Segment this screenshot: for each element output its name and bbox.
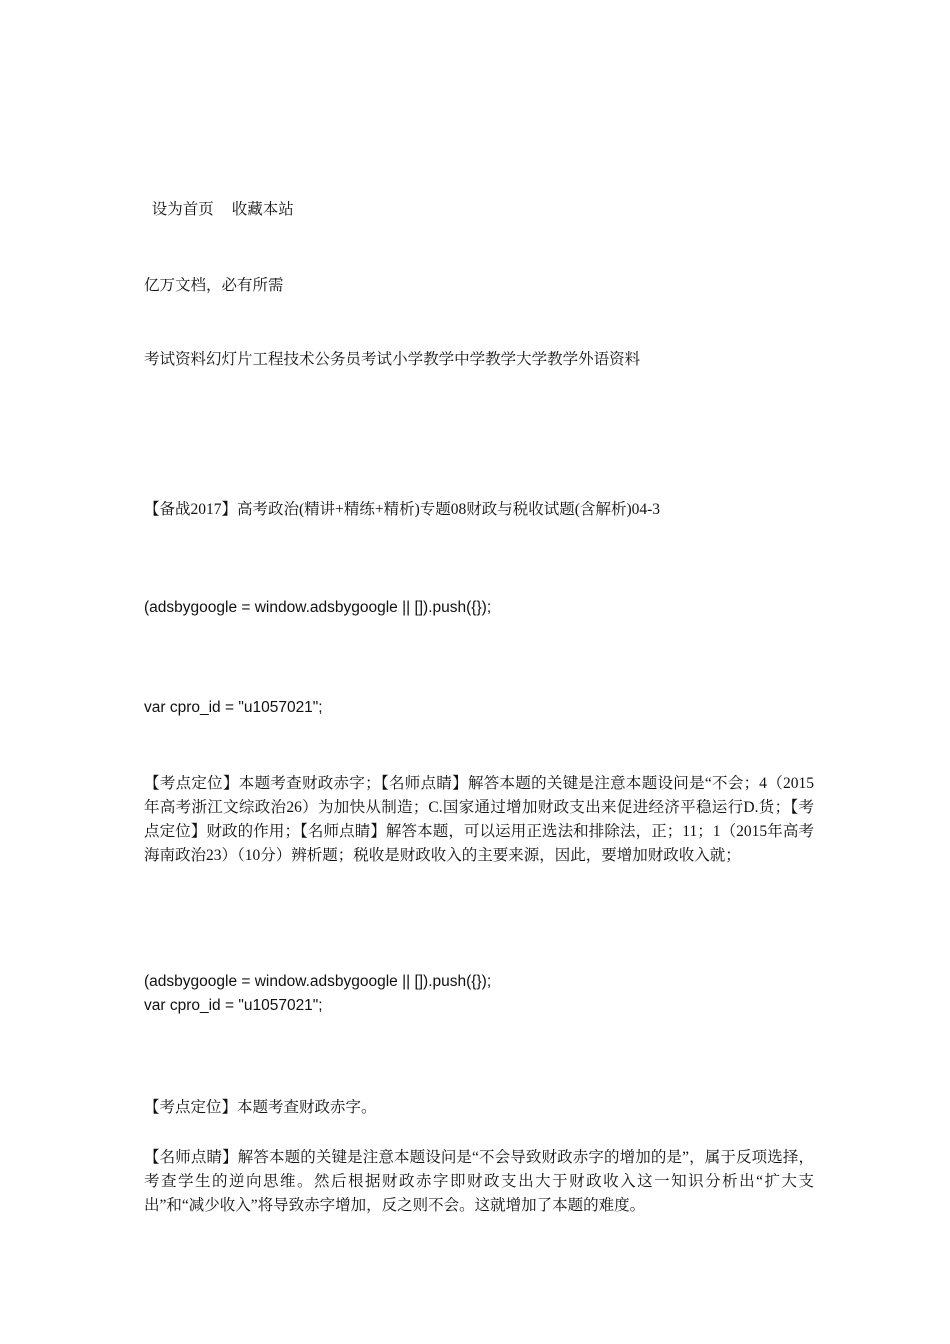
set-homepage-link[interactable]: 设为首页 [151, 201, 214, 218]
document-title: 【备战2017】高考政治(精讲+精练+精析)专题08财政与税收试题(含解析)04-3 [144, 501, 661, 518]
category-secondary-teaching[interactable]: 中学教学 [454, 351, 517, 368]
category-nav [144, 348, 814, 372]
ad-script-line: (adsbygoogle = window.adsbygoogle || []).push({}); [144, 973, 492, 990]
category-civil-service-exam[interactable]: 公务员考试 [314, 351, 393, 368]
bookmark-site-link[interactable]: 收藏本站 [231, 201, 294, 218]
top-links [144, 174, 814, 222]
site-slogan: 亿万文档，必有所需 [144, 277, 284, 294]
cpro-id-line: var cpro_id = "u1057021"; [144, 699, 323, 716]
category-slides[interactable]: 幻灯片 [206, 351, 253, 368]
category-exam-materials[interactable]: 考试资料 [144, 351, 207, 368]
category-foreign-language[interactable]: 外语资料 [578, 351, 641, 368]
document-summary: 【考点定位】本题考查财政赤字；【名师点睛】解答本题的关键是注意本题设问是“不会；4（2015年高考浙江文综政治26）为加快从制造；C.国家通过增加财政支出来促进经济平稳运行D.货；【考点定位】财政的作用；【名师点睛】解答本题，可以运用正选法和排除法，正；11；1（2015年高考海南政治23）（10分）辨析题；税收是财政收入的主要来源，因此，要增加财政收入就； [144, 775, 814, 864]
category-primary-teaching[interactable]: 小学教学 [392, 351, 455, 368]
mingshi-paragraph: 【名师点睛】解答本题的关键是注意本题设问是“不会导致财政赤字的增加的是”，属于反项选择，考查学生的逆向思维。然后根据财政赤字即财政支出大于财政收入这一知识分析出“扩大支出”和“减少收入”将导致赤字增加，反之则不会。这就增加了本题的难度。 [144, 1149, 814, 1214]
ad-script-line: (adsbygoogle = window.adsbygoogle || []).push({}); [144, 599, 492, 616]
cpro-id-line: var cpro_id = "u1057021"; [144, 997, 323, 1014]
category-engineering[interactable]: 工程技术 [252, 351, 315, 368]
category-university-teaching[interactable]: 大学教学 [516, 351, 579, 368]
kaodian-paragraph: 【考点定位】本题考查财政赤字。 [144, 1099, 377, 1116]
